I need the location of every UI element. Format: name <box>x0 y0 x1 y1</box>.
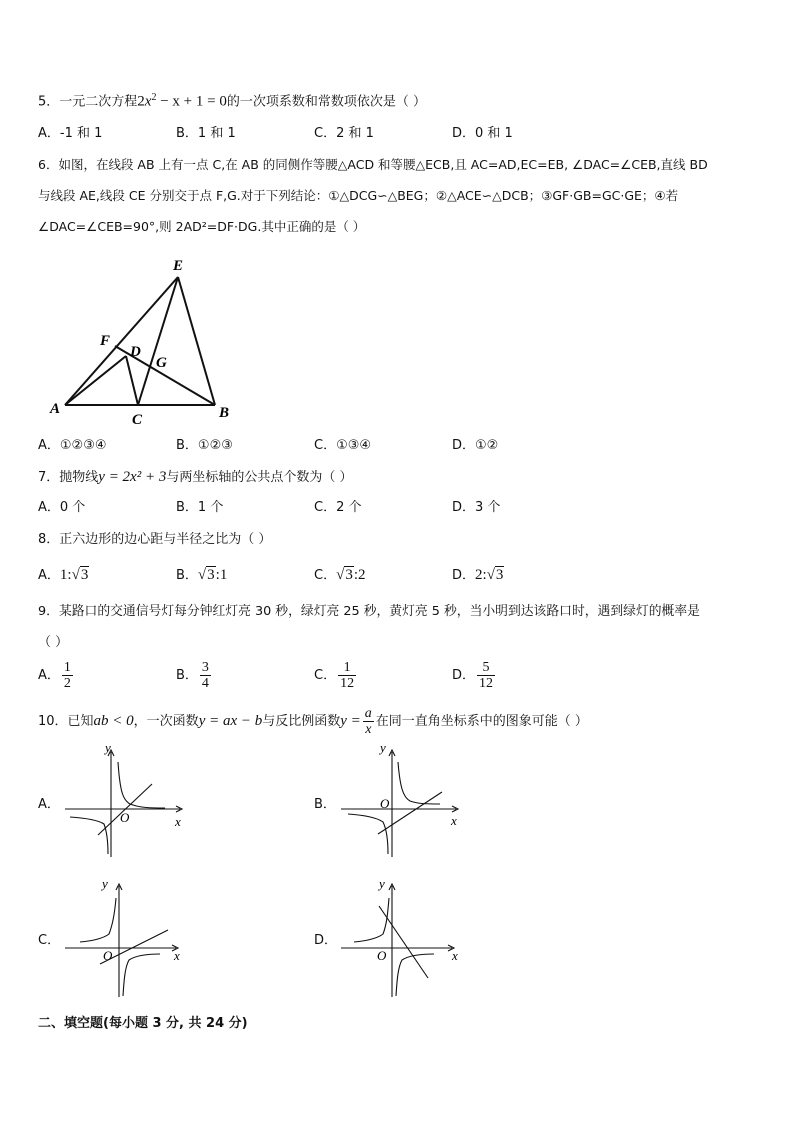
sqrt-symbol: √3 <box>71 567 89 583</box>
q9-stem-line1: 9．某路口的交通信号灯每分钟红灯亮 30 秒，绿灯亮 25 秒，黄灯亮 5 秒，当小明到达该路口时，遇到绿灯的概率是 <box>38 604 700 619</box>
linear-function-line <box>379 906 428 978</box>
q5-option-d[interactable] <box>452 125 513 143</box>
option-label: A． <box>38 668 60 683</box>
q7-formula: y = 2x² + 3 <box>98 469 167 485</box>
q10-inverse-lhs: y = <box>340 713 361 729</box>
option-label: A． <box>38 126 60 141</box>
segment-ae <box>65 277 178 405</box>
sqrt-symbol: √3 <box>336 567 353 583</box>
x-axis-label: x <box>175 814 181 829</box>
q7-stem <box>38 468 352 487</box>
option-pre: 1: <box>59 567 72 583</box>
option-text: -1 和 1 <box>59 126 103 141</box>
x-axis-label: x <box>452 948 458 963</box>
origin-label: O <box>377 948 387 963</box>
option-label: A． <box>38 500 60 515</box>
q8-option-b[interactable] <box>176 566 227 585</box>
q8-stem: 8．正六边形的边心距与半径之比为（ ） <box>38 532 272 547</box>
q6-option-a[interactable] <box>38 437 107 455</box>
label-c: C <box>132 412 143 428</box>
q10-suffix: 在同一直角坐标系中的图象可能（ ） <box>375 714 588 729</box>
label-a: A <box>50 401 61 417</box>
y-axis-label: y <box>379 876 385 891</box>
option-text: 1 个 <box>197 500 224 515</box>
hyperbola-branch-2 <box>348 814 388 854</box>
numerator: 5 <box>477 660 495 676</box>
y-axis-label: y <box>105 740 111 755</box>
option-label: B． <box>176 500 198 515</box>
denominator: 12 <box>340 676 355 691</box>
q5-option-c[interactable] <box>314 125 374 143</box>
q5-stem <box>38 89 426 111</box>
q9-option-a[interactable] <box>38 660 75 691</box>
option-post: :1 <box>215 567 228 583</box>
q5-eq-var: x <box>144 93 152 110</box>
q9-option-c[interactable] <box>314 660 358 691</box>
section-2-title: 二、填空题(每小题 3 分, 共 24 分) <box>38 1016 248 1031</box>
segment-ad <box>65 356 126 405</box>
q10-mid2: 与反比例函数 <box>262 714 341 729</box>
q7-option-b[interactable] <box>176 499 223 517</box>
hyperbola-branch-1 <box>80 898 116 942</box>
sqrt-radicand: 3 <box>345 567 353 583</box>
option-label: A． <box>38 568 60 583</box>
option-label: C． <box>314 668 337 683</box>
q9-option-d[interactable] <box>452 660 497 691</box>
q6-stem-line2: 与线段 AE,线段 CE 分别交于点 F,G.对于下列结论：①△DCG∽△BEG；②△ACE∽△DCB；③GF·GB=GC·GE；④若 <box>38 188 679 203</box>
q10-option-d-graph[interactable] <box>336 872 476 1002</box>
q7-prefix: 7．抛物线 <box>38 470 99 485</box>
q5-eq-coef: 2 <box>137 93 145 110</box>
option-text: 0 和 1 <box>475 126 513 141</box>
option-text: 1 和 1 <box>197 126 236 141</box>
q10-linear-function: y = ax − b <box>198 713 263 729</box>
q9-option-b[interactable] <box>176 660 213 691</box>
option-pre: 2: <box>475 567 487 583</box>
q9-stem-line2: （ ） <box>38 635 69 650</box>
hyperbola-branch-1 <box>118 762 165 808</box>
sqrt-symbol: √3 <box>197 567 215 583</box>
hyperbola-branch-2 <box>396 954 434 996</box>
q5-eq-rest: − x + 1 = 0 <box>156 93 227 110</box>
q7-option-d[interactable] <box>452 499 500 517</box>
q10-mid1: ，一次函数 <box>133 714 199 729</box>
option-text: ①② <box>475 438 499 453</box>
hyperbola-branch-2 <box>123 954 160 996</box>
option-text: 2 个 <box>336 500 362 515</box>
numerator: a <box>364 706 372 721</box>
denominator: x <box>365 722 372 737</box>
q10-option-a-label[interactable]: A． <box>38 797 60 812</box>
fraction <box>62 660 73 691</box>
q10-condition: ab < 0 <box>93 713 134 729</box>
q8-option-c[interactable] <box>314 566 365 585</box>
option-label: B． <box>176 668 198 683</box>
denominator: 4 <box>201 676 209 691</box>
option-text: 0 个 <box>59 500 86 515</box>
q6-geometry-figure <box>40 250 240 430</box>
option-label: C． <box>314 500 337 515</box>
option-label: D． <box>452 126 476 141</box>
x-axis-label: x <box>174 948 180 963</box>
sqrt-radicand: 3 <box>495 567 504 583</box>
option-label: A． <box>38 438 60 453</box>
option-label: C． <box>314 568 337 583</box>
x-axis-label: x <box>451 813 457 828</box>
option-label: D． <box>452 568 476 583</box>
numerator: 1 <box>63 660 71 675</box>
q10-prefix: 10．已知 <box>38 714 94 729</box>
numerator: 1 <box>338 660 356 676</box>
label-g: G <box>156 355 167 371</box>
hyperbola-branch-2 <box>70 817 108 854</box>
hyperbola-branch-1 <box>354 898 389 942</box>
q10-option-b-graph[interactable] <box>336 742 476 862</box>
q10-option-a-graph[interactable] <box>60 742 200 862</box>
q7-option-c[interactable] <box>314 499 361 517</box>
option-label: D． <box>452 500 476 515</box>
sqrt-radicand: 3 <box>80 567 89 583</box>
q10-option-d-label[interactable]: D． <box>314 933 338 948</box>
sqrt-symbol: √3 <box>486 567 504 583</box>
q8-option-d[interactable] <box>452 566 504 585</box>
origin-label: O <box>103 948 113 963</box>
segment-ce <box>138 277 178 405</box>
q6-stem-line1: 6．如图，在线段 AB 上有一点 C,在 AB 的同侧作等腰△ACD 和等腰△ECB,且 AC=AD,EC=EB, ∠DAC=∠CEB,直线 BD <box>38 157 708 172</box>
q5-option-a[interactable] <box>38 125 102 143</box>
q5-option-b[interactable] <box>176 125 236 143</box>
q6-option-d[interactable] <box>452 437 498 455</box>
option-label: C． <box>314 126 337 141</box>
option-text: ①③④ <box>336 438 372 453</box>
q7-suffix: 与两坐标轴的公共点个数为（ ） <box>166 470 353 485</box>
option-label: D． <box>452 438 476 453</box>
origin-label: O <box>380 796 390 811</box>
option-label: B． <box>176 126 198 141</box>
option-text: 3 个 <box>475 500 501 515</box>
numerator: 3 <box>201 660 209 675</box>
label-f: F <box>100 333 111 349</box>
q10-option-b-label[interactable]: B． <box>314 797 336 812</box>
q10-option-c-label[interactable]: C． <box>38 933 61 948</box>
denominator: 12 <box>479 676 494 691</box>
option-text: ①②③④ <box>59 438 107 453</box>
q10-inverse-fraction <box>363 706 374 737</box>
fraction <box>200 660 211 691</box>
q5-suffix: 的一次项系数和常数项依次是（ ） <box>226 94 426 110</box>
q6-option-b[interactable] <box>176 437 233 455</box>
sqrt-radicand: 3 <box>207 567 215 583</box>
q8-option-a[interactable] <box>38 566 89 585</box>
origin-label: O <box>120 810 130 825</box>
label-d: D <box>130 344 141 360</box>
fraction <box>338 660 356 691</box>
q10-option-c-graph[interactable] <box>60 872 200 1002</box>
option-text: 2 和 1 <box>336 126 374 141</box>
y-axis-label: y <box>380 740 386 755</box>
option-label: D． <box>452 668 476 683</box>
label-e: E <box>173 258 184 274</box>
segment-dc <box>126 356 138 405</box>
q6-stem-line3: ∠DAC=∠CEB=90°,则 2AD²=DF·DG.其中正确的是（ ） <box>38 219 366 234</box>
q5-eq-exp: 2 <box>151 92 157 103</box>
option-label: B． <box>176 568 198 583</box>
option-label: C． <box>314 438 337 453</box>
fraction <box>477 660 495 691</box>
option-post: :2 <box>353 567 366 583</box>
q7-option-a[interactable] <box>38 499 85 517</box>
q10-stem <box>38 704 588 739</box>
q5-prefix: 5．一元二次方程 <box>38 94 138 110</box>
y-axis-label: y <box>102 876 108 891</box>
label-b: B <box>219 405 230 421</box>
denominator: 2 <box>63 676 71 691</box>
q6-option-c[interactable] <box>314 437 371 455</box>
option-label: B． <box>176 438 198 453</box>
option-text: ①②③ <box>197 438 233 453</box>
